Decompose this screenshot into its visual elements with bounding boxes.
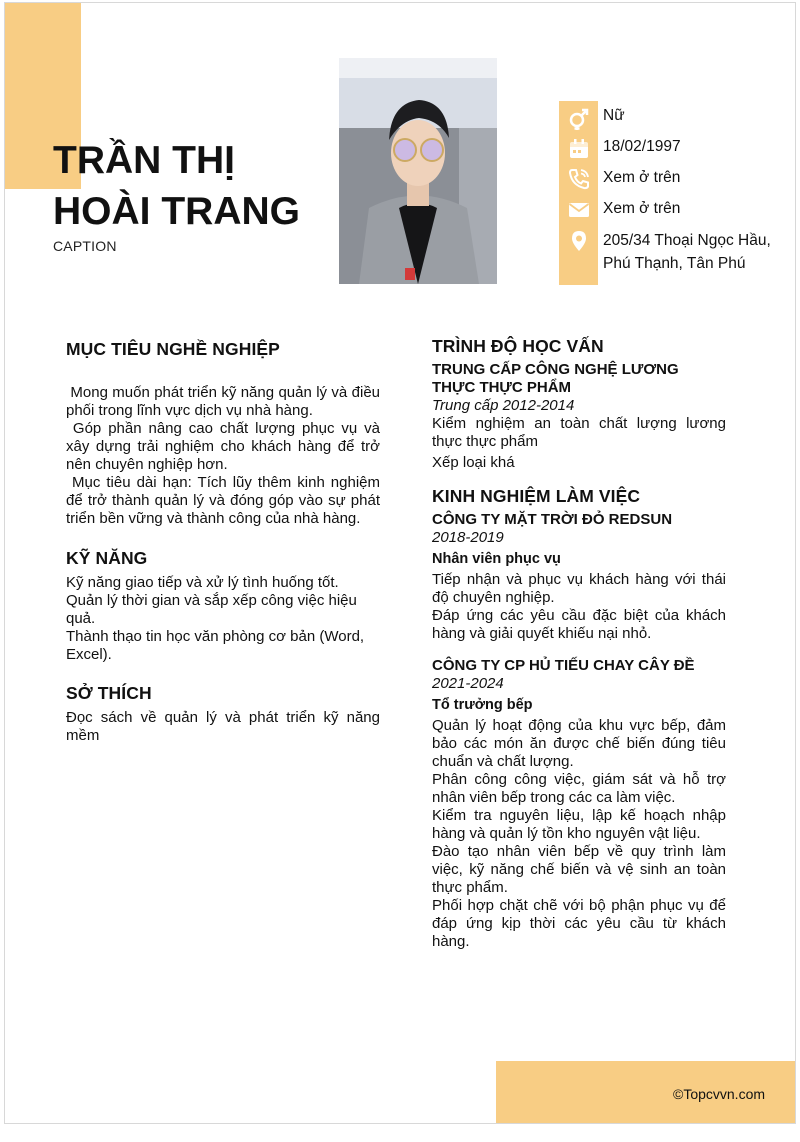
address-line-2: Phú Thạnh, Tân Phú [603, 255, 746, 272]
objective-line-2: Góp phần nâng cao chất lượng phục vụ và xây dựng trải nghiệm cho khách hàng để trở nên chuyên nghiệp hơn. [66, 420, 385, 473]
contact-icon-bar [559, 101, 598, 285]
objective-line-1: Mong muốn phát triển kỹ năng quản lý và điều phối trong lĩnh vực dịch vụ nhà hàng. [66, 384, 385, 419]
job-company: CÔNG TY CP HỦ TIẾU CHAY CÂY ĐỀ [432, 657, 695, 674]
phone-icon [567, 167, 591, 191]
skills-title: KỸ NĂNG [66, 548, 148, 568]
gender-value: Nữ [603, 107, 625, 124]
education-school: TRUNG CẤP CÔNG NGHỆ LƯƠNG THỰC THỰC PHẨM [432, 361, 679, 396]
email-icon [567, 198, 591, 222]
job-period: 2021-2024 [432, 675, 504, 692]
education-grade: Xếp loại khá [432, 454, 515, 471]
hobbies-text: Đọc sách về quản lý và phát triển kỹ năng mềm [66, 709, 380, 744]
job-duty: Tiếp nhận và phục vụ khách hàng với thái độ chuyên nghiệp. [432, 571, 726, 606]
experience-title: KINH NGHIỆM LÀM VIỆC [432, 486, 641, 506]
calendar-icon [567, 137, 591, 161]
name-line-2: HOÀI TRANG [53, 190, 300, 233]
email-value: Xem ở trên [603, 200, 681, 217]
left-column [66, 339, 385, 745]
job-duty: Kiểm tra nguyên liệu, lập kế hoạch nhập hàng và quản lý tồn kho nguyên vật liệu. [432, 807, 726, 842]
address-line-1: 205/34 Thoại Ngọc Hầu, [603, 232, 771, 249]
address-value [603, 229, 771, 275]
objective-title: MỤC TIÊU NGHỀ NGHIỆP [66, 339, 280, 359]
job-duty: Đào tạo nhân viên bếp về quy trình làm việc, kỹ năng chế biến và vệ sinh an toàn thực phẩm. [432, 843, 726, 896]
job-duty: Phối hợp chặt chẽ với bộ phận phục vụ để đáp ứng kịp thời các yêu cầu từ khách hàng. [432, 897, 726, 950]
profile-photo-illustration [339, 58, 497, 284]
education-title: TRÌNH ĐỘ HỌC VẤN [432, 336, 604, 356]
candidate-name [53, 135, 300, 237]
job-role: Tổ trưởng bếp [432, 697, 533, 713]
gender-icon [567, 107, 591, 131]
job-duty: Đáp ứng các yêu cầu đặc biệt của khách hàng và giải quyết khiếu nại nhỏ. [432, 607, 726, 642]
job-duty: Quản lý hoạt động của khu vực bếp, đảm bảo các món ăn được chế biến đúng tiêu chuẩn và chất lượng. [432, 717, 726, 770]
education-period: Trung cấp 2012-2014 [432, 397, 575, 414]
location-icon [567, 229, 591, 253]
birthday-value: 18/02/1997 [603, 138, 681, 155]
skill-item-3: Thành thạo tin học văn phòng cơ bản (Word, Excel). [66, 628, 365, 663]
footer-copyright[interactable]: ©Topcvvn.com [673, 1086, 766, 1102]
job-entry [432, 657, 726, 951]
profile-photo [339, 58, 497, 284]
objective-line-3: Mục tiêu dài hạn: Tích lũy thêm kinh nghiệm để trở thành quản lý và đóng góp vào sự phát triển bền vững và thành công của nhà hàng. [66, 474, 385, 527]
job-company: CÔNG TY MẶT TRỜI ĐỎ REDSUN [432, 511, 673, 528]
caption: CAPTION [53, 238, 117, 254]
skill-item-1: Kỹ năng giao tiếp và xử lý tình huống tốt. [66, 574, 339, 591]
resume-page [4, 2, 796, 1124]
name-line-1: TRẦN THỊ [53, 139, 235, 182]
skill-item-2: Quản lý thời gian và sắp xếp công việc hiệu quả. [66, 592, 357, 627]
job-role: Nhân viên phục vụ [432, 551, 561, 567]
job-entry [432, 511, 726, 643]
job-period: 2018-2019 [432, 529, 504, 546]
hobbies-title: SỞ THÍCH [66, 683, 152, 703]
education-major: Kiểm nghiệm an toàn chất lượng lương thực thực phẩm [432, 415, 726, 450]
phone-value: Xem ở trên [603, 169, 681, 186]
right-column [432, 336, 726, 951]
job-duty: Phân công công việc, giám sát và hỗ trợ nhân viên bếp trong các ca làm việc. [432, 771, 726, 806]
